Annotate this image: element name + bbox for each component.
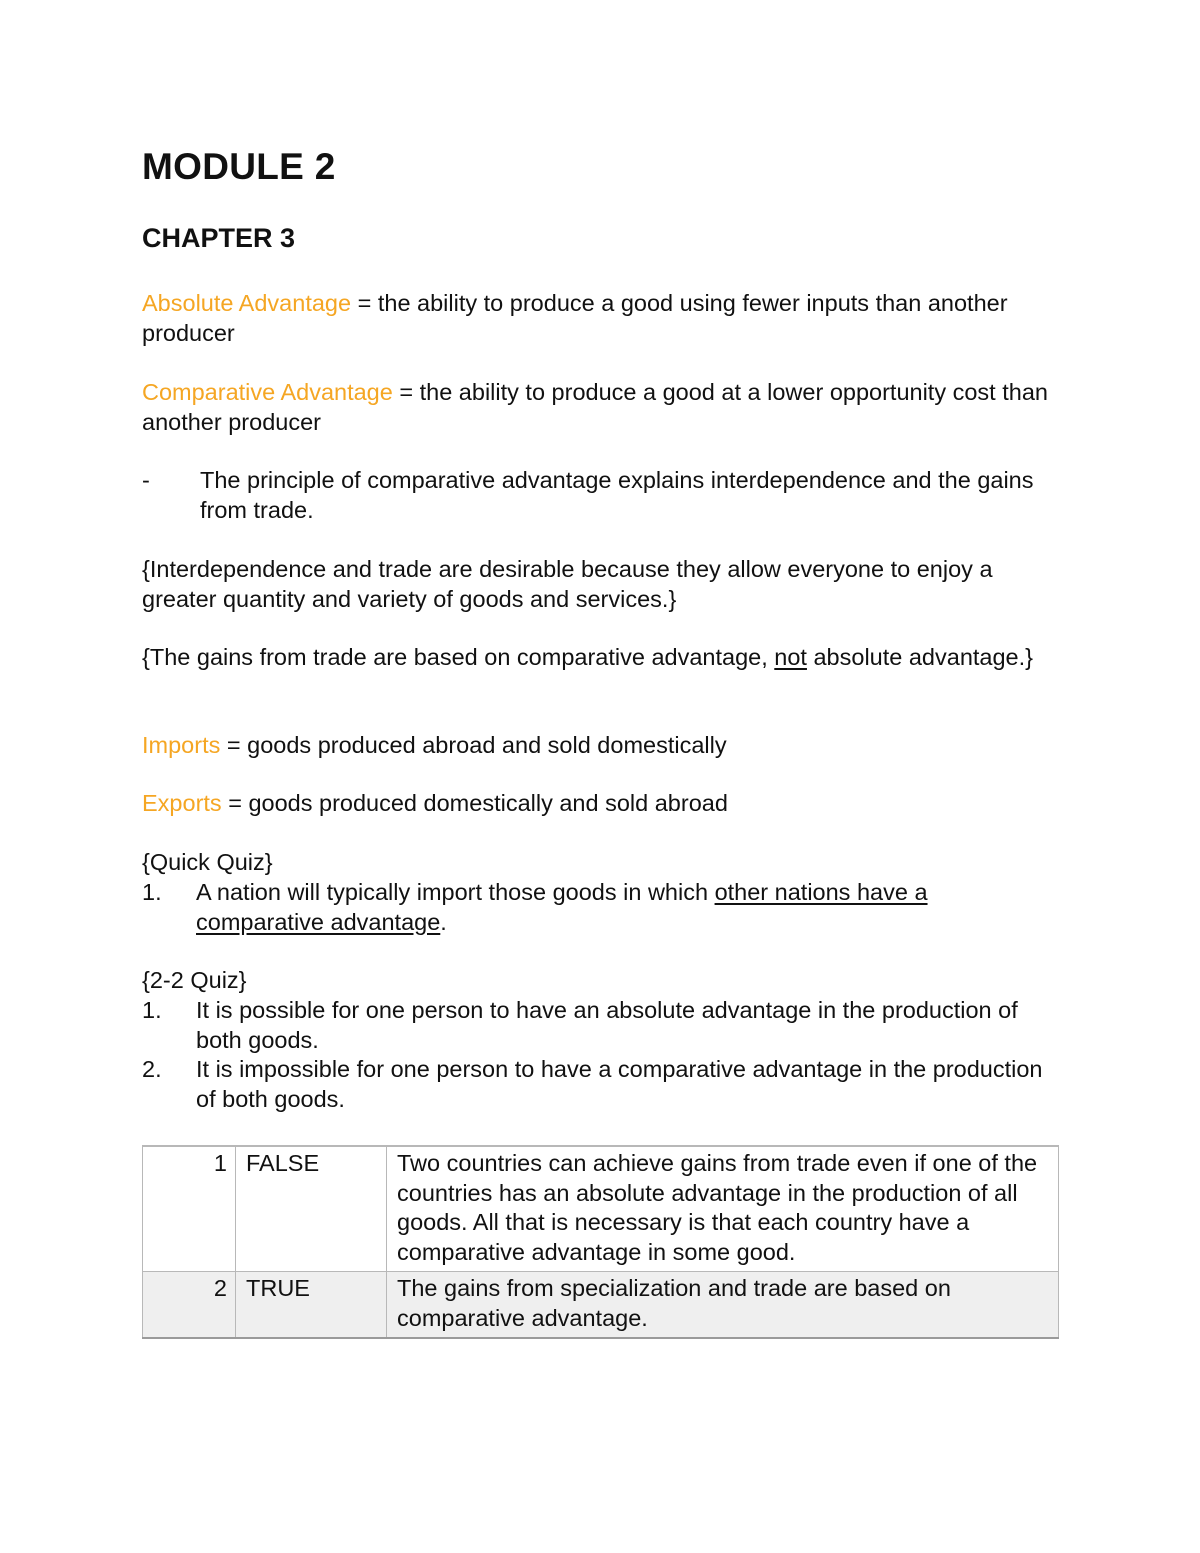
term-absolute-advantage: Absolute Advantage [142, 290, 352, 316]
definition-exports [142, 789, 1052, 819]
table-cell-explanation: Two countries can achieve gains from trade even if one of the countries has an absolute advantage in the production of all goods. All that is necessary is that each country have a comparative advantage in some good. [387, 1146, 1059, 1272]
underlined-word: not [774, 644, 807, 670]
table-cell-explanation: The gains from specialization and trade are based on comparative advantage. [387, 1272, 1059, 1339]
table-cell-answer: FALSE [236, 1146, 387, 1272]
definition-text: = the ability to produce a good using fewer inputs than another producer [142, 290, 1008, 346]
table-row [143, 1146, 1059, 1272]
underlined-answer: other nations have a comparative advantage [196, 879, 928, 935]
item-text-part: . [440, 908, 447, 935]
definition-text: = goods produced domestically and sold abroad [221, 790, 728, 816]
note-text: {The gains from trade are based on comparative advantage, [142, 644, 775, 670]
table-cell-number: 1 [143, 1146, 236, 1272]
chapter-title: CHAPTER 3 [142, 223, 296, 253]
item-number: 1. [142, 879, 162, 905]
bullet-text: The principle of comparative advantage explains interdependence and the gains from trade. [200, 467, 1034, 523]
item-text: It is impossible for one person to have a comparative advantage in the production of both goods. [196, 1056, 1043, 1112]
table-cell-number: 2 [143, 1272, 236, 1339]
note-gains-from-trade [142, 643, 1052, 673]
definition-absolute-advantage [142, 289, 1052, 348]
table-row [143, 1272, 1059, 1339]
quiz-2-2-heading: {2-2 Quiz} [142, 967, 247, 993]
module-title: MODULE 2 [142, 146, 336, 187]
item-text: It is possible for one person to have an absolute advantage in the production of both goods. [196, 997, 1018, 1053]
definition-comparative-advantage [142, 378, 1052, 437]
item-number: 2. [142, 1056, 162, 1082]
term-comparative-advantage: Comparative Advantage [142, 379, 393, 405]
table-cell-answer: TRUE [236, 1272, 387, 1339]
item-text [196, 878, 1056, 937]
item-text-part: A nation will typically import those goods in which [196, 879, 715, 905]
definition-text: = goods produced abroad and sold domestically [220, 732, 727, 758]
note-interdependence: {Interdependence and trade are desirable because they allow everyone to enjoy a greater quantity and variety of goods and services.} [142, 556, 993, 612]
term-exports: Exports [142, 790, 222, 816]
bullet-marker: - [142, 467, 150, 493]
answer-table [142, 1145, 1059, 1339]
note-text: absolute advantage.} [806, 644, 1034, 670]
definition-text: = the ability to produce a good at a lower opportunity cost than another producer [142, 379, 1048, 435]
term-imports: Imports [142, 732, 221, 758]
quick-quiz-heading: {Quick Quiz} [142, 849, 273, 875]
item-number: 1. [142, 997, 162, 1023]
definition-imports [142, 731, 1052, 761]
